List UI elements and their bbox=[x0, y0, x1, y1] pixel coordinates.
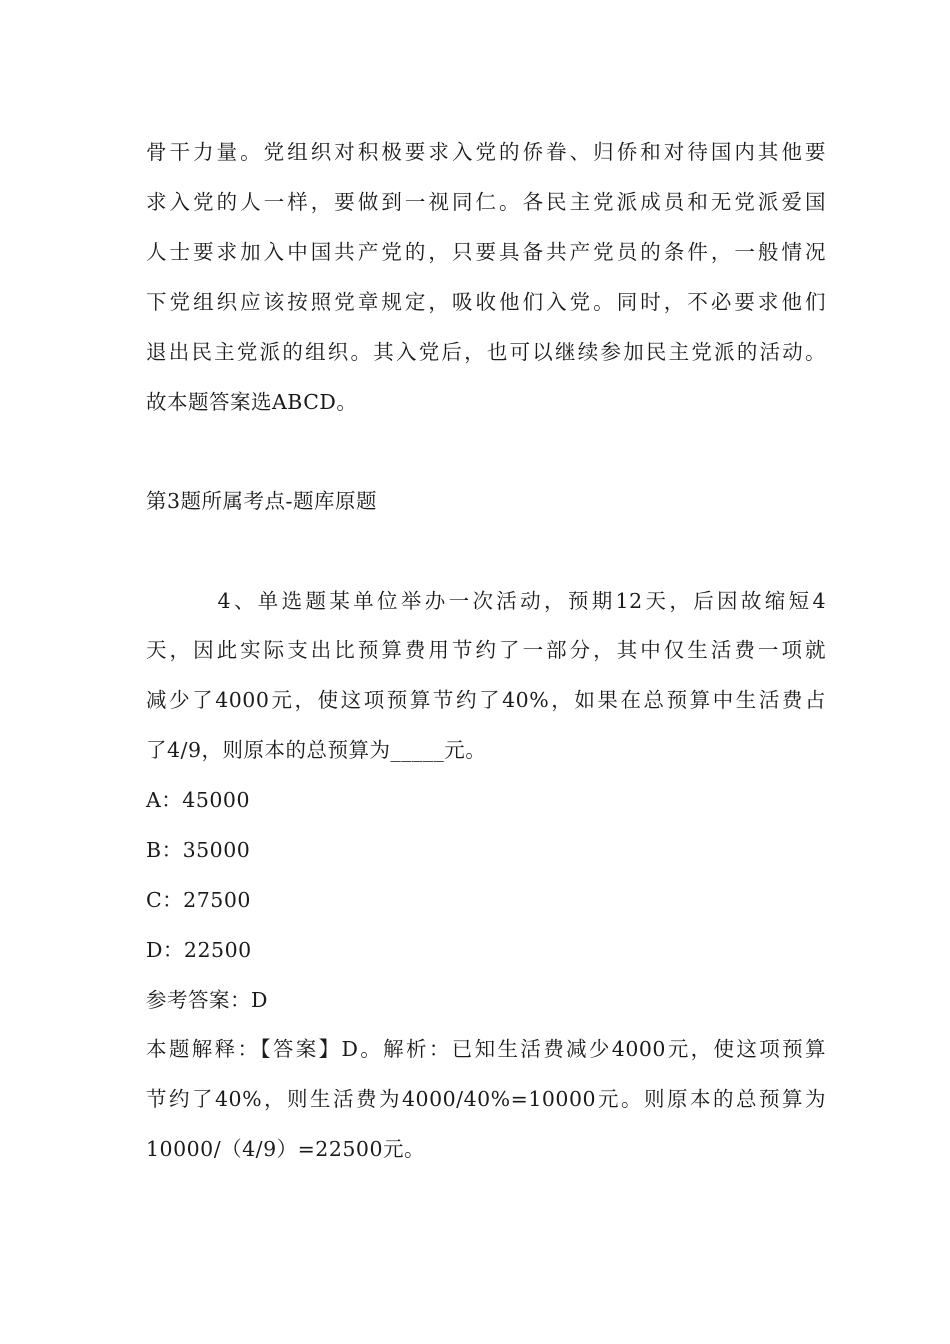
explanation-line: 人士要求加入中国共产党的，只要具备共产党员的条件，一般情况 bbox=[146, 240, 826, 264]
explanation-line: 下党组织应该按照党章规定，吸收他们入党。同时，不必要求他们 bbox=[146, 290, 826, 314]
option-c: C：27500 bbox=[146, 888, 251, 912]
answer-explanation-line: 本题解释：【答案】D。解析：已知生活费减少4000元，使这项预算 bbox=[146, 1037, 826, 1061]
explanation-line: 故本题答案选ABCD。 bbox=[146, 390, 358, 414]
question-stem-line: 了4/9，则原本的总预算为_____元。 bbox=[146, 738, 487, 762]
option-d: D：22500 bbox=[146, 938, 252, 962]
answer-explanation-line: 节约了40%，则生活费为4000/40%=10000元。则原本的总预算为 bbox=[146, 1087, 826, 1111]
option-b: B：35000 bbox=[146, 838, 251, 862]
reference-answer: 参考答案：D bbox=[146, 988, 268, 1012]
explanation-line: 退出民主党派的组织。其入党后，也可以继续参加民主党派的活动。 bbox=[146, 340, 826, 364]
option-a: A：45000 bbox=[146, 788, 251, 812]
question-stem-line: 天，因此实际支出比预算费用节约了一部分，其中仅生活费一项就 bbox=[146, 638, 826, 662]
q3-topic-label: 第3题所属考点-题库原题 bbox=[146, 489, 377, 513]
question-stem-line: 4、单选题某单位举办一次活动，预期12天，后因故缩短4 bbox=[146, 589, 826, 613]
question-stem-line: 减少了4000元，使这项预算节约了40%，如果在总预算中生活费占 bbox=[146, 688, 826, 712]
explanation-line: 骨干力量。党组织对积极要求入党的侨眷、归侨和对待国内其他要 bbox=[146, 140, 826, 164]
explanation-line: 求入党的人一样，要做到一视同仁。各民主党派成员和无党派爱国 bbox=[146, 190, 826, 214]
answer-explanation-line: 10000/（4/9）=22500元。 bbox=[146, 1137, 426, 1161]
